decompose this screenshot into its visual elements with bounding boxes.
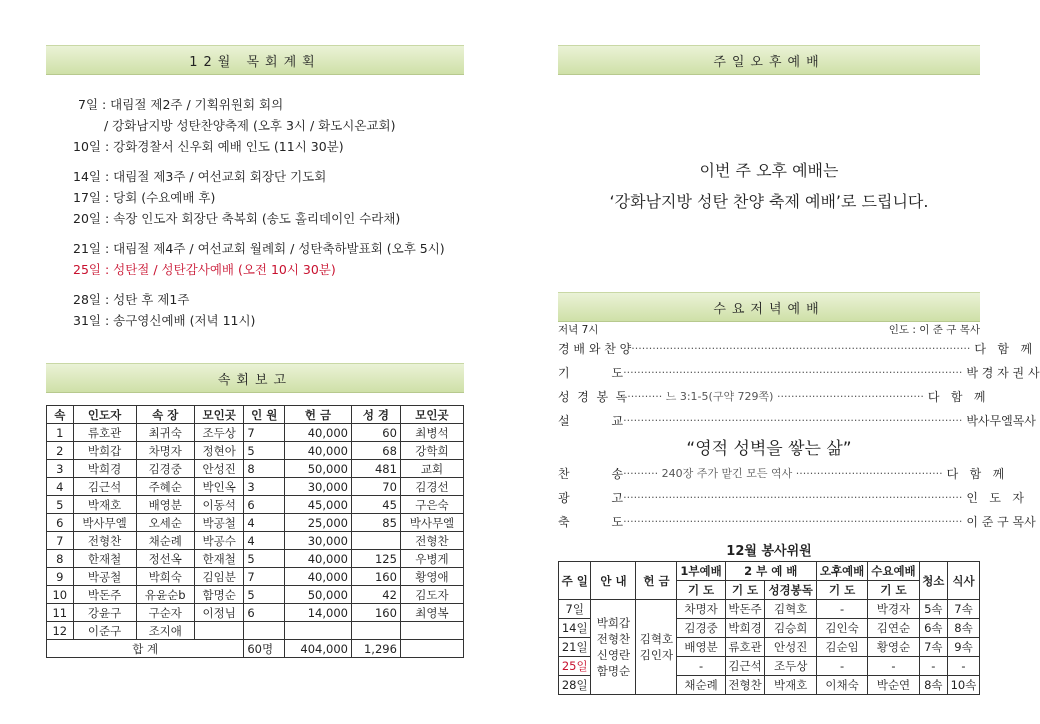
table-cell: 8속 <box>919 676 947 695</box>
report-header-cell: 모인곳 <box>400 406 463 424</box>
table-cell: 40,000 <box>285 550 352 568</box>
table-cell: 황영애 <box>400 568 463 586</box>
schedule-item: 28일 : 성탄 후 제1주 <box>73 292 190 307</box>
table-cell <box>194 622 243 640</box>
table-cell: 40,000 <box>285 424 352 442</box>
table-cell: 전형찬 <box>725 676 765 695</box>
wednesday-title: 수요저녁예배 <box>713 301 825 317</box>
table-cell: 김근석 <box>725 657 765 676</box>
report-title: 속회보고 <box>217 372 293 388</box>
table-cell: 박사무엘 <box>400 514 463 532</box>
schedule-gap <box>46 160 476 169</box>
table-cell: 68 <box>351 442 400 460</box>
table-cell: 5 <box>47 496 74 514</box>
table-cell <box>244 622 285 640</box>
table-cell: 12 <box>47 622 74 640</box>
volunteer-date: 21일 <box>559 638 591 657</box>
schedule-item: 20일 : 속장 인도자 회장단 축복회 (송도 홀리데이인 수라채) <box>73 211 401 226</box>
table-cell: 5 <box>244 550 285 568</box>
report-header-cell: 헌 금 <box>285 406 352 424</box>
worship-order-label: 기 도 <box>558 365 624 380</box>
leader-dots: ································································································· <box>631 341 971 355</box>
report-title-bar <box>46 363 464 393</box>
table-cell: 박희경 <box>73 460 136 478</box>
table-cell: 4 <box>244 514 285 532</box>
leader-dots: ································································································· <box>623 365 963 379</box>
table-row <box>47 532 464 550</box>
table-cell: 배영분 <box>677 638 725 657</box>
table-cell: 5속 <box>919 600 947 619</box>
table-cell: 주혜순 <box>136 478 194 496</box>
table-cell: 2 <box>47 442 74 460</box>
table-cell: 30,000 <box>285 532 352 550</box>
table-row <box>47 514 464 532</box>
table-cell <box>351 622 400 640</box>
table-cell: 박공철 <box>73 568 136 586</box>
table-cell: 김근석 <box>73 478 136 496</box>
table-cell: - <box>868 657 919 676</box>
worship-order-label: 광 고 <box>558 490 624 505</box>
table-cell: 조두상 <box>765 657 816 676</box>
table-row <box>47 460 464 478</box>
table-cell: 40,000 <box>285 442 352 460</box>
afternoon-title-bar <box>558 45 980 75</box>
report-total-label: 합 계 <box>47 640 244 658</box>
volunteer-guide: 박희갑 전형찬 신영란 함명순 <box>591 600 636 695</box>
table-cell: 7속 <box>919 638 947 657</box>
volunteer-date: 14일 <box>559 619 591 638</box>
report-total-bible: 1,296 <box>351 640 400 658</box>
schedule-gap <box>46 283 476 292</box>
table-cell: 김혁호 <box>765 600 816 619</box>
table-cell: 박희경 <box>725 619 765 638</box>
report-header-cell: 성 경 <box>351 406 400 424</box>
wednesday-title-bar <box>558 292 980 322</box>
schedule-item: 17일 : 당회 (수요예배 후) <box>73 190 216 205</box>
table-cell: 7 <box>244 568 285 586</box>
afternoon-line2: ‘강화남지방 성탄 찬양 축제 예배’로 드립니다. <box>609 192 929 211</box>
table-cell: 박순연 <box>868 676 919 695</box>
table-cell: 7 <box>47 532 74 550</box>
volunteer-header-cell: 안 내 <box>591 562 636 600</box>
volunteer-subheader-cell: 기 도 <box>677 581 725 600</box>
table-cell: 9 <box>47 568 74 586</box>
table-cell: 전형찬 <box>73 532 136 550</box>
table-cell: 김순임 <box>816 638 867 657</box>
plan-title: 12월 목회계획 <box>189 54 321 70</box>
table-cell: 6속 <box>919 619 947 638</box>
volunteer-header-cell: 1부예배 <box>677 562 725 581</box>
schedule-item: 7일 : 대림절 제2주 / 기획위원회 회의 <box>78 97 284 112</box>
table-row <box>559 600 980 619</box>
report-total-row <box>47 640 464 658</box>
sermon-title: “영적 성벽을 쌓는 삶” <box>686 439 852 459</box>
table-cell: 5 <box>244 586 285 604</box>
leader-dots: ·········· 240장 주가 맡긴 모든 역사 ·········································· <box>623 467 943 480</box>
schedule-item: 25일 : 성탄절 / 성탄감사예배 (오전 10시 30분) <box>73 262 336 277</box>
table-cell: 30,000 <box>285 478 352 496</box>
volunteer-header-cell: 청소 <box>919 562 947 600</box>
table-cell: 박공철 <box>194 514 243 532</box>
schedule-list <box>46 97 476 334</box>
table-cell: 481 <box>351 460 400 478</box>
table-row <box>47 478 464 496</box>
table-row <box>47 604 464 622</box>
table-cell: 박공수 <box>194 532 243 550</box>
table-cell: 125 <box>351 550 400 568</box>
wed-time: 저녁 7시 <box>558 324 599 336</box>
schedule-item: 21일 : 대림절 제4주 / 여선교회 월례회 / 성탄축하발표회 (오후 5시) <box>73 241 445 256</box>
table-cell: 차명자 <box>136 442 194 460</box>
table-cell: 5 <box>244 442 285 460</box>
table-cell: 4 <box>244 532 285 550</box>
table-cell: 채순례 <box>677 676 725 695</box>
table-cell: 이채숙 <box>816 676 867 695</box>
table-cell: 70 <box>351 478 400 496</box>
table-cell: 박경자 <box>868 600 919 619</box>
volunteer-date: 28일 <box>559 676 591 695</box>
table-row <box>47 424 464 442</box>
table-cell: 박돈주 <box>73 586 136 604</box>
table-cell: 우병게 <box>400 550 463 568</box>
volunteer-subheader-cell: 기 도 <box>725 581 765 600</box>
table-cell: 박인옥 <box>194 478 243 496</box>
leader-dots: ································································································· <box>623 413 963 427</box>
schedule-item: 10일 : 강화경찰서 신우회 예배 인도 (11시 30분) <box>73 139 344 154</box>
worship-order-row <box>558 509 1036 533</box>
table-cell <box>285 622 352 640</box>
worship-order-person: 박사무엘목사 <box>966 413 1036 428</box>
worship-order-bottom <box>558 461 1036 533</box>
worship-order-row <box>558 485 1024 509</box>
worship-order-row <box>558 408 1036 432</box>
report-table <box>46 405 464 658</box>
table-cell: 김연순 <box>868 619 919 638</box>
table-cell: 박재호 <box>765 676 816 695</box>
table-cell: 안성진 <box>765 638 816 657</box>
schedule-gap <box>46 232 476 241</box>
table-row <box>47 442 464 460</box>
wed-leader: 인도 : 이 준 구 목사 <box>888 324 980 336</box>
table-cell: 김인숙 <box>816 619 867 638</box>
table-cell: 강윤구 <box>73 604 136 622</box>
table-cell: 10속 <box>947 676 979 695</box>
worship-order-person: 다 함 께 <box>974 341 1033 356</box>
table-cell: 배영분 <box>136 496 194 514</box>
table-cell: 강학희 <box>400 442 463 460</box>
volunteer-header-cell: 2 부 예 배 <box>725 562 816 581</box>
table-cell: 조두상 <box>194 424 243 442</box>
table-cell: 정현아 <box>194 442 243 460</box>
volunteer-title: 12월 봉사위원 <box>726 544 812 559</box>
afternoon-line1: 이번 주 오후 예배는 <box>699 161 839 180</box>
table-cell: 함명순 <box>194 586 243 604</box>
volunteer-table <box>558 561 980 695</box>
worship-order-person: 이 준 구 목사 <box>966 514 1036 529</box>
report-total-people: 60명 <box>244 640 285 658</box>
table-cell: 김경중 <box>677 619 725 638</box>
table-cell: 김경선 <box>400 478 463 496</box>
table-cell: 교회 <box>400 460 463 478</box>
leader-dots: ································································································· <box>623 514 963 528</box>
table-cell: 김승희 <box>765 619 816 638</box>
table-cell: 채순례 <box>136 532 194 550</box>
table-cell: 박재호 <box>73 496 136 514</box>
report-header-cell: 인도자 <box>73 406 136 424</box>
worship-order-label: 설 교 <box>558 413 624 428</box>
table-cell: 유윤순b <box>136 586 194 604</box>
table-cell: 45 <box>351 496 400 514</box>
table-cell: 오세순 <box>136 514 194 532</box>
table-cell: 전형찬 <box>400 532 463 550</box>
report-header-cell: 속 장 <box>136 406 194 424</box>
volunteer-date: 25일 <box>559 657 591 676</box>
table-row <box>47 586 464 604</box>
table-cell: 4 <box>47 478 74 496</box>
table-cell: 25,000 <box>285 514 352 532</box>
table-cell: 3 <box>47 460 74 478</box>
table-cell: 류호관 <box>73 424 136 442</box>
volunteer-header-cell: 헌 금 <box>636 562 677 600</box>
volunteer-subheader-cell: 성경봉독 <box>765 581 816 600</box>
table-cell: 김도자 <box>400 586 463 604</box>
table-cell: 7 <box>244 424 285 442</box>
table-cell: 최영복 <box>400 604 463 622</box>
schedule-item: 14일 : 대림절 제3주 / 여선교회 회장단 기도회 <box>73 169 327 184</box>
volunteer-header-cell: 식사 <box>947 562 979 600</box>
leader-dots: ·········· 느 3:1-5(구약 729쪽) ·········································· <box>627 390 924 403</box>
table-cell: 50,000 <box>285 586 352 604</box>
report-header-cell: 모인곳 <box>194 406 243 424</box>
volunteer-date: 7일 <box>559 600 591 619</box>
volunteer-subheader-cell: 기 도 <box>868 581 919 600</box>
table-cell: - <box>919 657 947 676</box>
table-cell: 안성진 <box>194 460 243 478</box>
table-cell: 한재철 <box>73 550 136 568</box>
worship-order-label: 찬 송 <box>558 466 624 481</box>
worship-order-label: 축 도 <box>558 514 624 529</box>
table-cell: - <box>677 657 725 676</box>
table-cell: 6 <box>47 514 74 532</box>
table-row <box>47 568 464 586</box>
table-cell <box>351 532 400 550</box>
table-cell: 14,000 <box>285 604 352 622</box>
worship-order-person: 박 경 자 권 사 <box>966 365 1040 380</box>
table-cell: 50,000 <box>285 460 352 478</box>
table-cell: 한재철 <box>194 550 243 568</box>
schedule-item: 31일 : 송구영신예배 (저녁 11시) <box>73 313 256 328</box>
table-cell: 박사무엘 <box>73 514 136 532</box>
table-cell: 김경중 <box>136 460 194 478</box>
volunteer-header-cell: 오후예배 <box>816 562 867 581</box>
table-cell: 9속 <box>947 638 979 657</box>
table-cell: 류호관 <box>725 638 765 657</box>
afternoon-title: 주일오후예배 <box>713 54 825 70</box>
table-cell: - <box>816 657 867 676</box>
table-cell: 황영순 <box>868 638 919 657</box>
table-cell: 구은숙 <box>400 496 463 514</box>
worship-order-row <box>558 360 1040 384</box>
table-cell: 이정님 <box>194 604 243 622</box>
table-cell: 8속 <box>947 619 979 638</box>
table-cell: 김임분 <box>194 568 243 586</box>
table-cell: 최병석 <box>400 424 463 442</box>
table-cell <box>400 640 463 658</box>
plan-title-bar <box>46 45 464 75</box>
table-cell: 8 <box>244 460 285 478</box>
table-cell: 정선옥 <box>136 550 194 568</box>
table-cell: 60 <box>351 424 400 442</box>
wed-info <box>558 322 980 337</box>
volunteer-subheader-cell: 기 도 <box>816 581 867 600</box>
leader-dots: ································································································· <box>623 490 963 504</box>
worship-order-person: 인 도 자 <box>966 490 1024 505</box>
table-cell: 이준구 <box>73 622 136 640</box>
table-cell: 이동석 <box>194 496 243 514</box>
worship-order-label: 성 경 봉 독 <box>558 389 628 404</box>
table-cell: 7속 <box>947 600 979 619</box>
volunteer-offering: 김혁호 김인자 <box>636 600 677 695</box>
table-cell: 차명자 <box>677 600 725 619</box>
worship-order-label: 경 배 와 찬 양 <box>558 341 632 356</box>
table-cell: 6 <box>244 496 285 514</box>
table-cell: 3 <box>244 478 285 496</box>
table-cell: 11 <box>47 604 74 622</box>
table-cell: 최귀숙 <box>136 424 194 442</box>
table-cell: - <box>816 600 867 619</box>
table-cell: 40,000 <box>285 568 352 586</box>
worship-order-person: 다 함 께 <box>927 389 986 404</box>
table-row <box>47 550 464 568</box>
worship-order-row <box>558 336 1033 360</box>
worship-order-row <box>558 461 1005 485</box>
table-cell: 박돈주 <box>725 600 765 619</box>
schedule-item: / 강화남지방 성탄찬양축제 (오후 3시 / 화도시온교회) <box>104 118 396 133</box>
table-cell: 160 <box>351 568 400 586</box>
table-cell: 박희갑 <box>73 442 136 460</box>
table-cell: 8 <box>47 550 74 568</box>
table-cell: 85 <box>351 514 400 532</box>
table-cell: 구순자 <box>136 604 194 622</box>
table-cell: 42 <box>351 586 400 604</box>
worship-order-row <box>558 384 986 408</box>
worship-order-person: 다 함 께 <box>946 466 1005 481</box>
table-cell: - <box>947 657 979 676</box>
table-cell: 조지애 <box>136 622 194 640</box>
table-cell: 6 <box>244 604 285 622</box>
report-header-cell: 인 원 <box>244 406 285 424</box>
table-cell: 박희숙 <box>136 568 194 586</box>
table-cell: 1 <box>47 424 74 442</box>
report-header-cell: 속 <box>47 406 74 424</box>
volunteer-header-cell: 주 일 <box>559 562 591 600</box>
table-row <box>47 622 464 640</box>
table-cell: 160 <box>351 604 400 622</box>
worship-order-top <box>558 336 1040 432</box>
report-total-offering: 404,000 <box>285 640 352 658</box>
table-cell <box>400 622 463 640</box>
table-row <box>47 496 464 514</box>
volunteer-header-cell: 수요예배 <box>868 562 919 581</box>
volunteer-header-row <box>559 562 980 581</box>
table-cell: 10 <box>47 586 74 604</box>
table-cell: 45,000 <box>285 496 352 514</box>
